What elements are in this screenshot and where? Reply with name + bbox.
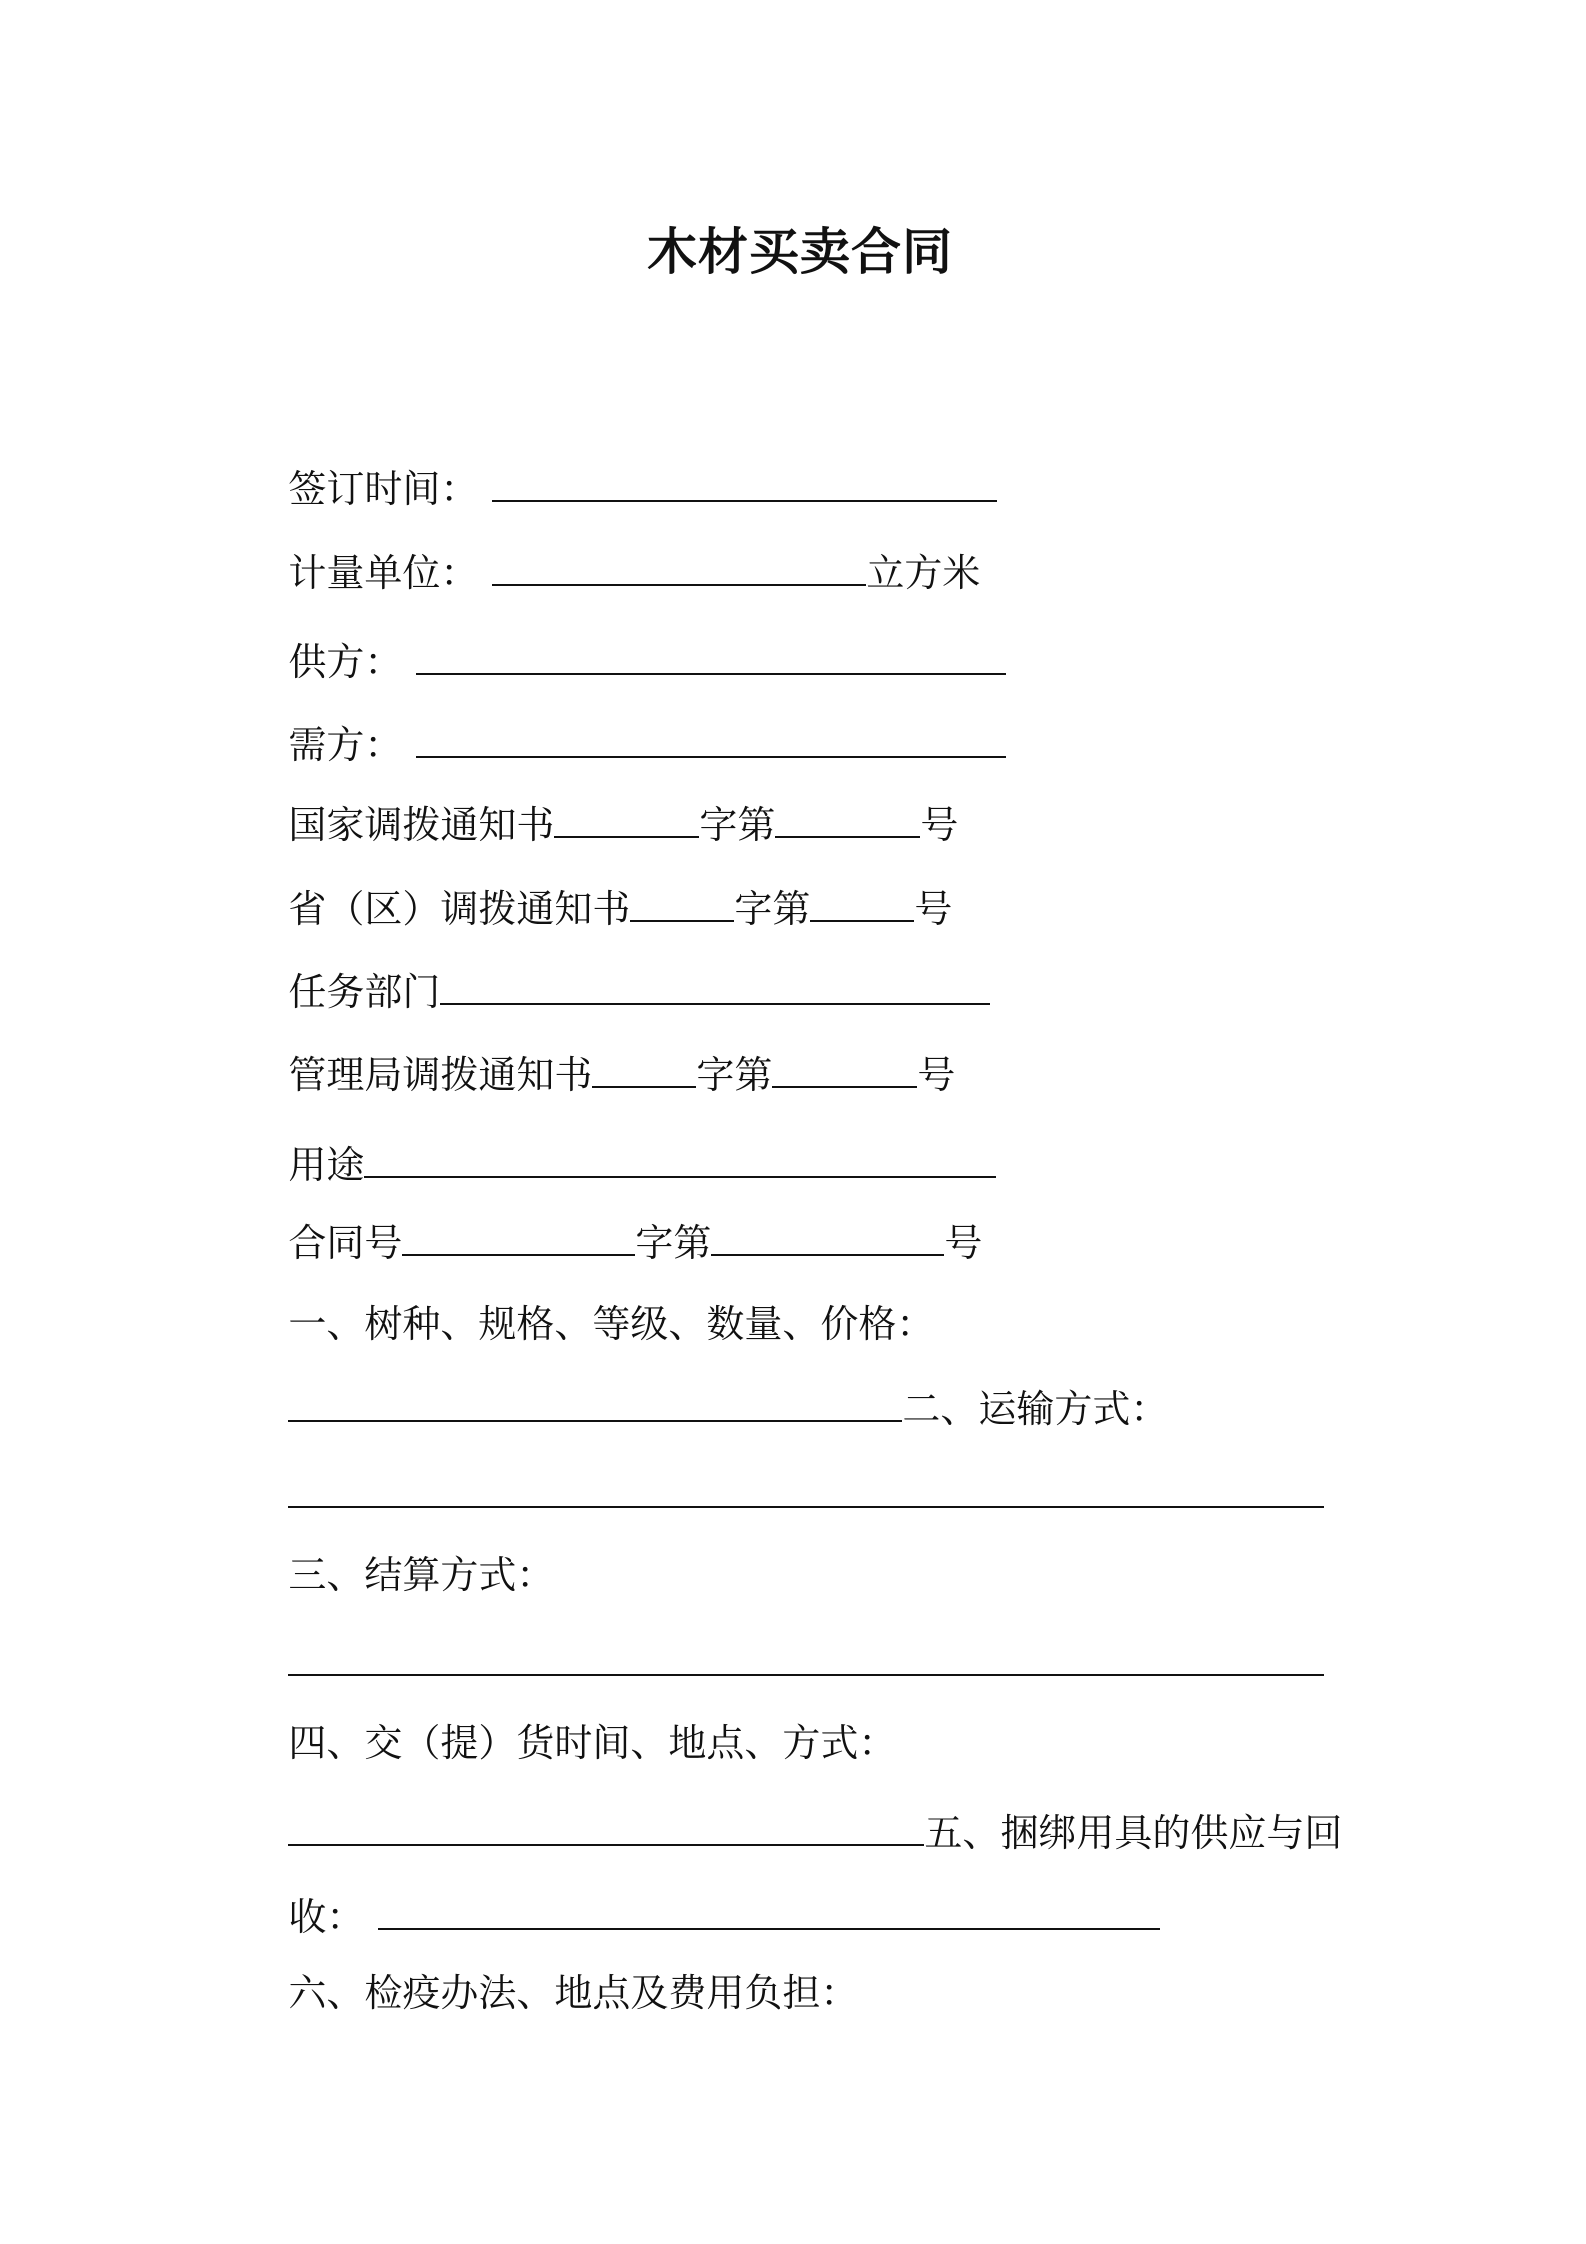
section-5-label-end: 收： bbox=[288, 1895, 365, 1939]
national-notice-end: 号 bbox=[920, 803, 959, 847]
section-4-label: 四、交（提）货时间、地点、方式： bbox=[288, 1721, 897, 1765]
contract-no-label: 合同号 bbox=[288, 1221, 403, 1265]
section-2-label: 二、运输方式： bbox=[902, 1387, 1169, 1431]
province-notice-mid: 字第 bbox=[734, 887, 811, 931]
task-dept-label: 任务部门 bbox=[288, 970, 441, 1014]
section-6-heading bbox=[240, 1918, 858, 2068]
bureau-notice-blank-2[interactable] bbox=[772, 1048, 917, 1088]
national-notice-mid: 字第 bbox=[699, 803, 776, 847]
bureau-notice-label: 管理局调拨通知书 bbox=[288, 1053, 593, 1097]
national-notice-label: 国家调拨通知书 bbox=[288, 803, 555, 847]
usage-label: 用途 bbox=[288, 1143, 365, 1187]
bureau-notice-blank-1[interactable] bbox=[592, 1048, 696, 1088]
province-notice-label: 省（区）调拨通知书 bbox=[288, 887, 631, 931]
buyer-label: 需方： bbox=[288, 723, 403, 767]
section-6-label: 六、检疫办法、地点及费用负担： bbox=[288, 1971, 859, 2015]
contract-no-mid: 字第 bbox=[635, 1221, 712, 1265]
unit-suffix: 立方米 bbox=[866, 551, 981, 595]
section-5-label-start: 五、捆绑用具的供应与回 bbox=[924, 1811, 1343, 1855]
document-title: 木材买卖合同 bbox=[647, 223, 953, 281]
contract-no-end: 号 bbox=[944, 1221, 983, 1265]
sign-time-label: 签订时间： bbox=[288, 467, 479, 511]
supplier-label: 供方： bbox=[288, 640, 403, 684]
section-1-label: 一、树种、规格、等级、数量、价格： bbox=[288, 1302, 935, 1346]
province-notice-end: 号 bbox=[914, 887, 953, 931]
bureau-notice-mid: 字第 bbox=[696, 1053, 773, 1097]
bureau-notice-end: 号 bbox=[917, 1053, 956, 1097]
unit-blank[interactable] bbox=[492, 546, 866, 586]
section-1-blank[interactable] bbox=[288, 1382, 902, 1422]
section-3-label: 三、结算方式： bbox=[288, 1553, 555, 1597]
unit-label: 计量单位： bbox=[288, 551, 479, 595]
